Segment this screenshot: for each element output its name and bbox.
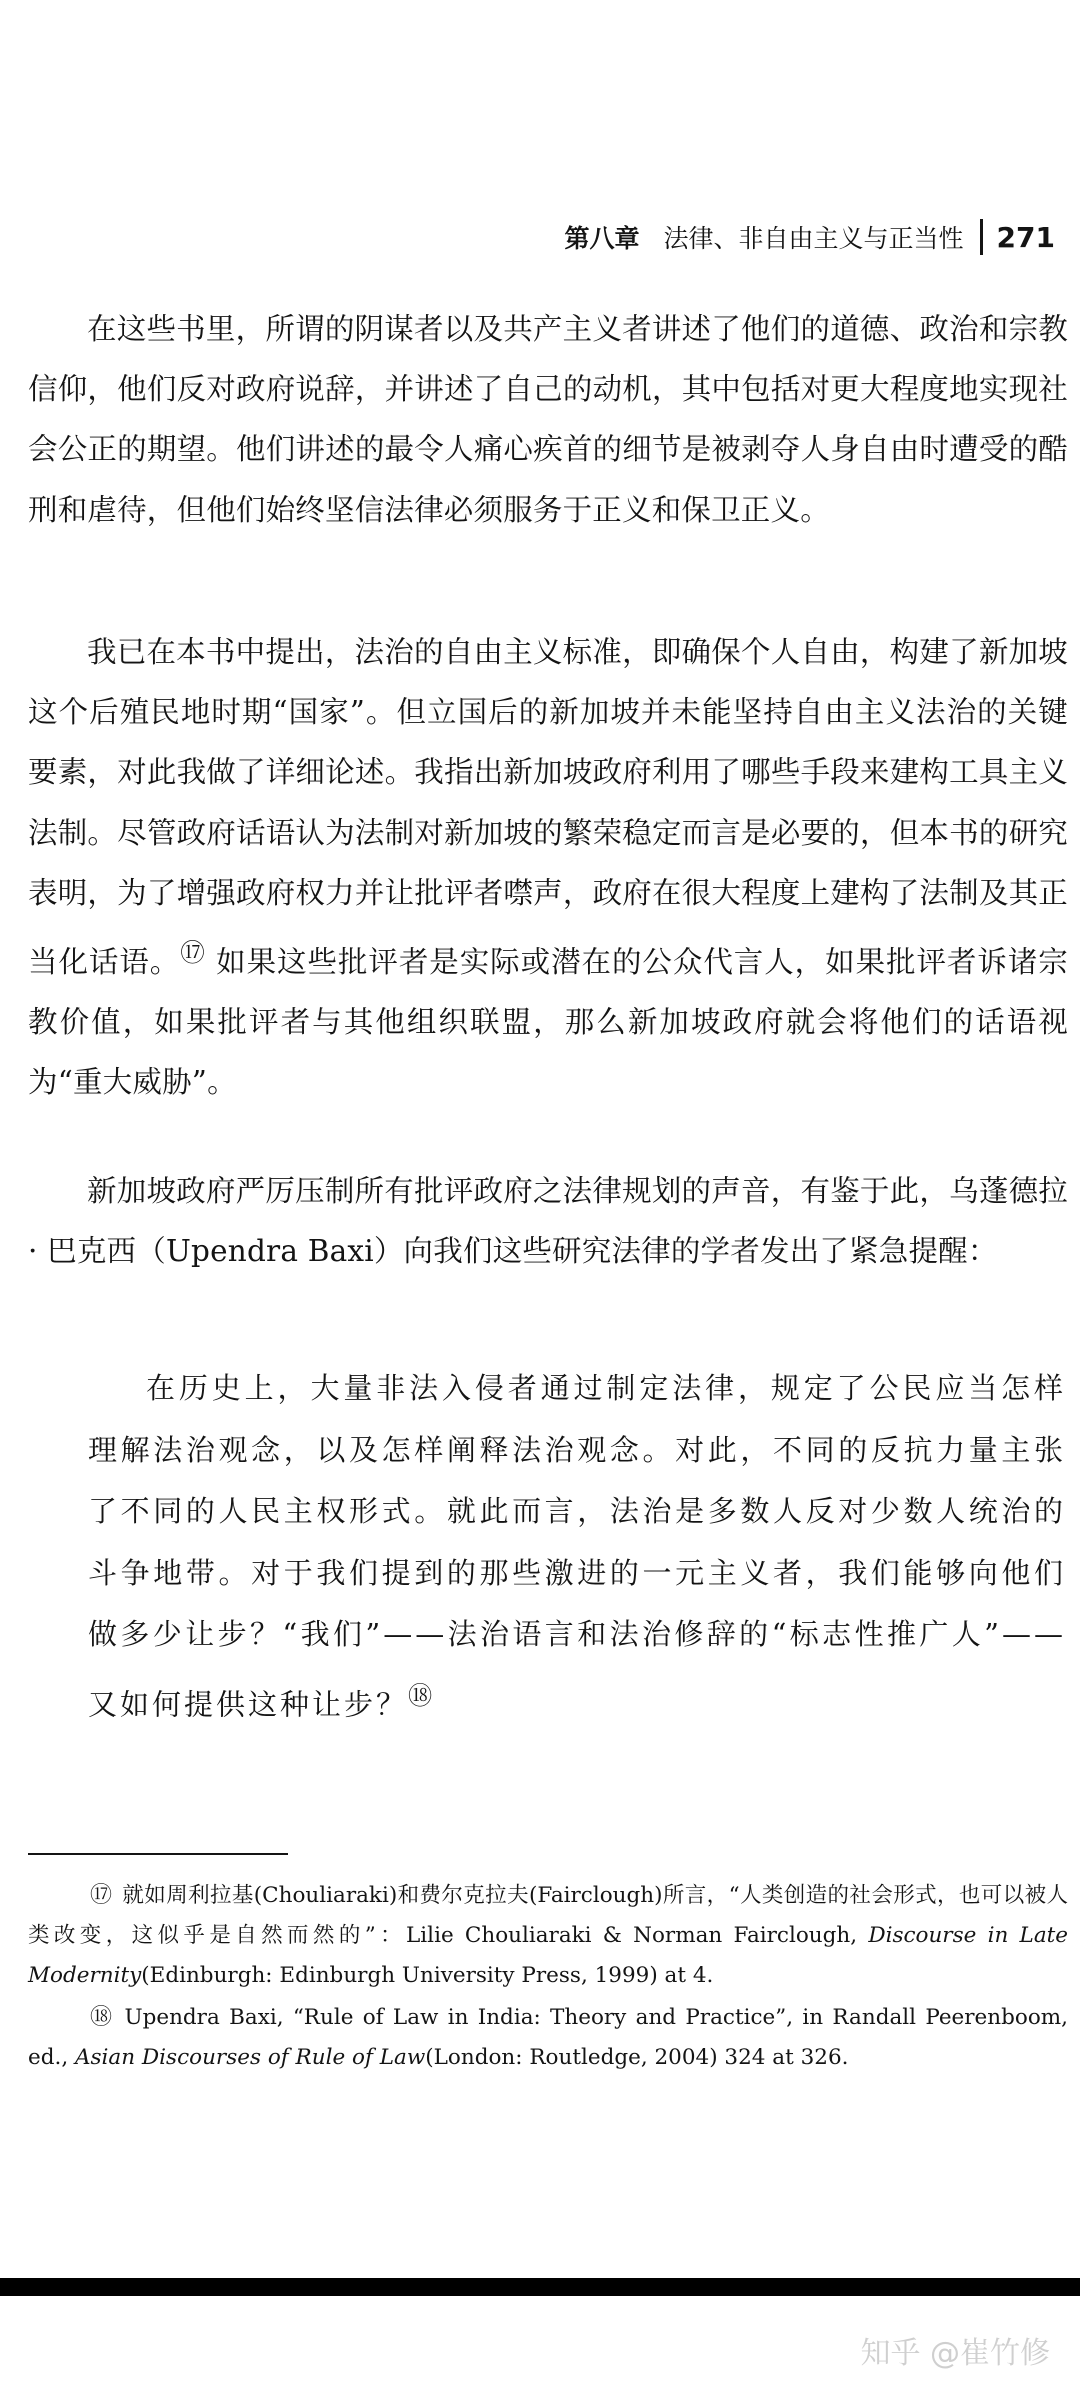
paragraph-3: 新加坡政府严厉压制所有批评政府之法律规划的声音，有鉴于此，乌蓬德拉 · 巴克西（Upendra Baxi）向我们这些研究法律的学者发出了紧急提醒： (28, 1174, 1068, 1269)
block-quote-text: 在历史上，大量非法入侵者通过制定法律，规定了公民应当怎样理解法治观念，以及怎样阐释法治观念。对此，不同的反抗力量主张了不同的人民主权形式。就此而言，法治是多数人反对少数人统治的斗争地带。对于我们提到的那些激进的一元主义者，我们能够向他们做多少让步？“我们”——法治语言和法治修辞的“标志性推广人”——又如何提供这种让步？ (88, 1371, 1066, 1722)
footnote-text: Upendra Baxi, “Rule of Law in India: Theory and Practice”, in Randall Peerenboom, ed., (28, 2005, 1068, 2070)
footnote-book-title: Discourse in Late Modernity (28, 1923, 1068, 1988)
paragraph-2-tail: 如果这些批评者是实际或潜在的公众代言人，如果批评者诉诸宗教价值，如果批评者与其他组织联盟，那么新加坡政府就会将他们的话语视为“重大威胁”。 (28, 944, 1068, 1100)
page-number: 271 (996, 220, 1055, 254)
paragraph-1: 在这些书里，所谓的阴谋者以及共产主义者讲述了他们的道德、政治和宗教信仰，他们反对政府说辞，并讲述了自己的动机，其中包括对更大程度地实现社会公正的期望。他们讲述的最令人痛心疾首的细节是被剥夺人身自由时遭受的酷刑和虐待，但他们始终坚信法律必须服务于正义和保卫正义。 (28, 312, 1068, 527)
block-quote (88, 1358, 1066, 1736)
header-divider (980, 219, 983, 255)
scan-edge-band (0, 2278, 1080, 2296)
footnote-18 (28, 1998, 1068, 2078)
footnote-text-tail: (London: Routledge, 2004) 324 at 326. (425, 2045, 849, 2070)
footnote-17 (28, 1876, 1068, 1996)
paragraph-2-text: 我已在本书中提出，法治的自由主义标准，即确保个人自由，构建了新加坡这个后殖民地时期“国家”。但立国后的新加坡并未能坚持自由主义法治的关键要素，对此我做了详细论述。我指出新加坡政府利用了哪些手段来建构工具主义法制。尽管政府话语认为法制对新加坡的繁荣稳定而言是必要的，但本书的研究表明，为了增强政府权力并让批评者噤声，政府在很大程度上建构了法制及其正当化话语。 (28, 635, 1068, 979)
footnote-book-title: Asian Discourses of Rule of Law (75, 2045, 426, 2070)
chapter-label: 第八章 (564, 224, 640, 253)
footnote-rule (28, 1853, 288, 1855)
footnote-ref-18[interactable]: ⑱ (408, 1681, 436, 1710)
watermark: 知乎 @崔竹修 (860, 2336, 1050, 2371)
footnote-text-tail: (Edinburgh: Edinburgh University Press, 1999) at 4. (141, 1963, 714, 1988)
footnote-mark: ⑰ (90, 1883, 113, 1908)
footnote-text: 就如周利拉基(Chouliaraki)和费尔克拉夫(Fairclough)所言，“人类创造的社会形式，也可以被人类改变，这似乎是自然而然的”：Lilie Chouliaraki & Norman Fairclough, (28, 1883, 1068, 1948)
running-header (0, 213, 1055, 261)
chapter-title: 法律、非自由主义与正当性 (663, 224, 964, 253)
paragraph-2 (28, 622, 1068, 1112)
footnote-mark: ⑱ (90, 2005, 115, 2030)
footnote-ref-17[interactable]: ⑰ (180, 938, 206, 968)
